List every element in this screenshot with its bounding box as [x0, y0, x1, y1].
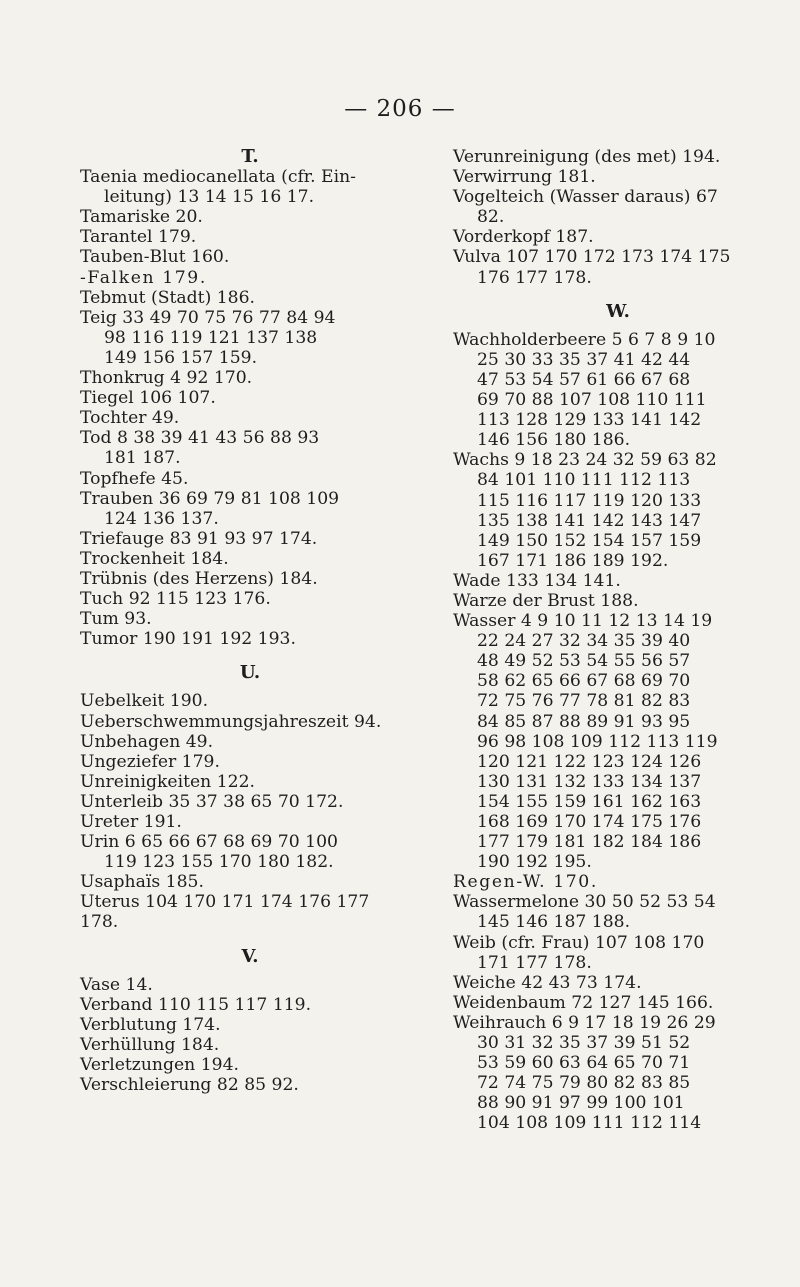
index-entry: Weihrauch 6 9 17 18 19 26 29: [453, 1012, 716, 1033]
index-entry: Teig 33 49 70 75 76 77 84 94: [80, 307, 336, 328]
index-entry-continuation: 176 177 178.: [477, 267, 592, 288]
index-entry-continuation: 130 131 132 133 134 137: [477, 771, 702, 792]
index-entry-continuation: 98 116 119 121 137 138: [104, 327, 318, 348]
index-entry-continuation: 69 70 88 107 108 110 111: [477, 390, 707, 411]
page-number: — 206 —: [344, 96, 456, 122]
index-entry-continuation: 115 116 117 119 120 133: [477, 490, 702, 511]
index-entry-continuation: 167 171 186 189 192.: [477, 550, 669, 571]
index-entry: Verunreinigung (des met) 194.: [453, 147, 721, 167]
index-entry-continuation: 25 30 33 35 37 41 42 44: [477, 349, 691, 370]
section-w-entries: [453, 330, 783, 1134]
index-entry-continuation: 72 75 76 77 78 81 82 83: [477, 691, 691, 712]
index-entry-continuation: 171 177 178.: [477, 952, 592, 973]
index-entry: Tochter 49.: [80, 408, 180, 429]
index-entry-continuation: 149 156 157 159.: [104, 347, 258, 368]
section-v-entries: [80, 975, 420, 1096]
index-entry: Tod 8 38 39 41 43 56 88 93: [80, 428, 320, 449]
index-entry: Usaphaïs 185.: [80, 872, 204, 893]
index-entry: Thonkrug 4 92 170.: [80, 368, 253, 389]
index-entry: Vogelteich (Wasser daraus) 67: [453, 187, 718, 208]
index-entry-continuation: 120 121 122 123 124 126: [477, 751, 702, 772]
index-entry-continuation: leitung) 13 14 15 16 17.: [104, 187, 315, 208]
index-entry: Wasser 4 9 10 11 12 13 14 19: [453, 611, 713, 632]
index-column-left: [80, 147, 420, 1095]
index-entry-continuation: 181 187.: [104, 448, 181, 469]
index-entry: Trübnis (des Herzens) 184.: [80, 568, 318, 589]
index-entry: Wachs 9 18 23 24 32 59 63 82: [453, 450, 717, 471]
index-entry-continuation: 48 49 52 53 54 55 56 57: [477, 651, 691, 672]
section-u-entries: [80, 691, 420, 932]
index-entry-continuation: 96 98 108 109 112 113 119: [477, 731, 718, 752]
index-entry-continuation: 113 128 129 133 141 142: [477, 410, 702, 431]
index-entry-continuation: 72 74 75 79 80 82 83 85: [477, 1073, 691, 1094]
index-entry: 178.: [80, 912, 119, 933]
index-entry: Tum 93.: [80, 609, 152, 630]
index-entry: Tiegel 106 107.: [80, 388, 216, 409]
index-entry-continuation: 177 179 181 182 184 186: [477, 832, 702, 853]
index-entry: Tuch 92 115 123 176.: [80, 589, 271, 610]
index-entry: Unterleib 35 37 38 65 70 172.: [80, 791, 344, 812]
index-entry: Trauben 36 69 79 81 108 109: [80, 488, 340, 509]
index-entry-continuation: 104 108 109 111 112 114: [477, 1113, 702, 1134]
index-entry: Uterus 104 170 171 174 176 177: [80, 892, 370, 913]
index-entry-continuation: 30 31 32 35 37 39 51 52: [477, 1033, 691, 1054]
index-entry: Ueberschwemmungsjahreszeit 94.: [80, 711, 382, 732]
index-entry: Tarantel 179.: [80, 227, 197, 248]
index-entry-continuation: 190 192 195.: [477, 852, 592, 873]
index-entry: Topfhefe 45.: [80, 468, 189, 489]
index-entry: Tauben-Blut 160.: [80, 247, 230, 268]
index-entry: Verwirrung 181.: [453, 167, 596, 188]
index-subentry: Regen-W. 170.: [453, 872, 598, 893]
index-subentry: -Falken 179.: [80, 267, 207, 288]
section-heading-w: W.: [606, 300, 630, 322]
index-entry: Vorderkopf 187.: [453, 227, 594, 248]
section-heading-v: V.: [241, 945, 259, 967]
index-entry-continuation: 154 155 159 161 162 163: [477, 791, 702, 812]
index-entry-continuation: 135 138 141 142 143 147: [477, 510, 702, 531]
index-entry: Vulva 107 170 172 173 174 175: [453, 247, 731, 268]
index-entry: Tamariske 20.: [80, 207, 203, 228]
section-heading-u: U.: [239, 662, 261, 684]
index-entry-continuation: 145 146 187 188.: [477, 912, 631, 933]
index-entry-continuation: 82.: [477, 207, 505, 228]
section-heading-t: T.: [241, 146, 259, 167]
index-entry: Verhüllung 184.: [80, 1034, 220, 1055]
index-entry: Verschleierung 82 85 92.: [80, 1075, 299, 1096]
index-entry-continuation: 146 156 180 186.: [477, 430, 631, 451]
index-entry: Uebelkeit 190.: [80, 691, 209, 712]
index-entry: Wade 133 134 141.: [453, 570, 621, 591]
index-entry: Ungeziefer 179.: [80, 751, 220, 772]
section-t-entries: [80, 167, 420, 649]
index-entry-continuation: 168 169 170 174 175 176: [477, 812, 702, 832]
index-entry: Tumor 190 191 192 193.: [80, 629, 296, 650]
index-entry: Verband 110 115 117 119.: [80, 994, 312, 1015]
index-entry: Taenia mediocanellata (cfr. Ein-: [80, 167, 356, 188]
index-entry-continuation: 47 53 54 57 61 66 67 68: [477, 369, 691, 390]
index-entry-continuation: 84 101 110 111 112 113: [477, 470, 691, 491]
index-entry-continuation: 22 24 27 32 34 35 39 40: [477, 631, 691, 652]
index-entry: Weiche 42 43 73 174.: [453, 972, 642, 993]
index-entry-continuation: 119 123 155 170 180 182.: [104, 852, 334, 873]
index-entry-continuation: 88 90 91 97 99 100 101: [477, 1093, 685, 1114]
index-entry-continuation: 124 136 137.: [104, 508, 219, 529]
index-entry: Verblutung 174.: [80, 1014, 221, 1035]
index-entry-continuation: 149 150 152 154 157 159: [477, 530, 702, 551]
index-entry: Unbehagen 49.: [80, 731, 214, 752]
index-entry: Warze der Brust 188.: [453, 590, 639, 611]
index-entry: Verletzungen 194.: [80, 1055, 239, 1076]
index-entry: Weidenbaum 72 127 145 166.: [453, 992, 714, 1013]
index-entry: Vase 14.: [80, 974, 153, 995]
index-entry: Wachholderbeere 5 6 7 8 9 10: [453, 329, 716, 350]
index-entry: Unreinigkeiten 122.: [80, 771, 255, 792]
index-entry: Wassermelone 30 50 52 53 54: [453, 892, 716, 913]
section-v-continued-entries: [453, 147, 783, 288]
index-entry: Tebmut (Stadt) 186.: [80, 287, 256, 308]
index-entry: Urin 6 65 66 67 68 69 70 100: [80, 832, 338, 853]
index-entry-continuation: 58 62 65 66 67 68 69 70: [477, 671, 691, 692]
index-entry: Weib (cfr. Frau) 107 108 170: [453, 932, 705, 953]
index-entry: Trockenheit 184.: [80, 548, 229, 569]
index-entry: Ureter 191.: [80, 812, 182, 832]
index-entry-continuation: 53 59 60 63 64 65 70 71: [477, 1053, 691, 1074]
index-entry-continuation: 84 85 87 88 89 91 93 95: [477, 711, 691, 732]
index-entry: Triefauge 83 91 93 97 174.: [80, 528, 318, 549]
index-column-right: [453, 147, 783, 1134]
